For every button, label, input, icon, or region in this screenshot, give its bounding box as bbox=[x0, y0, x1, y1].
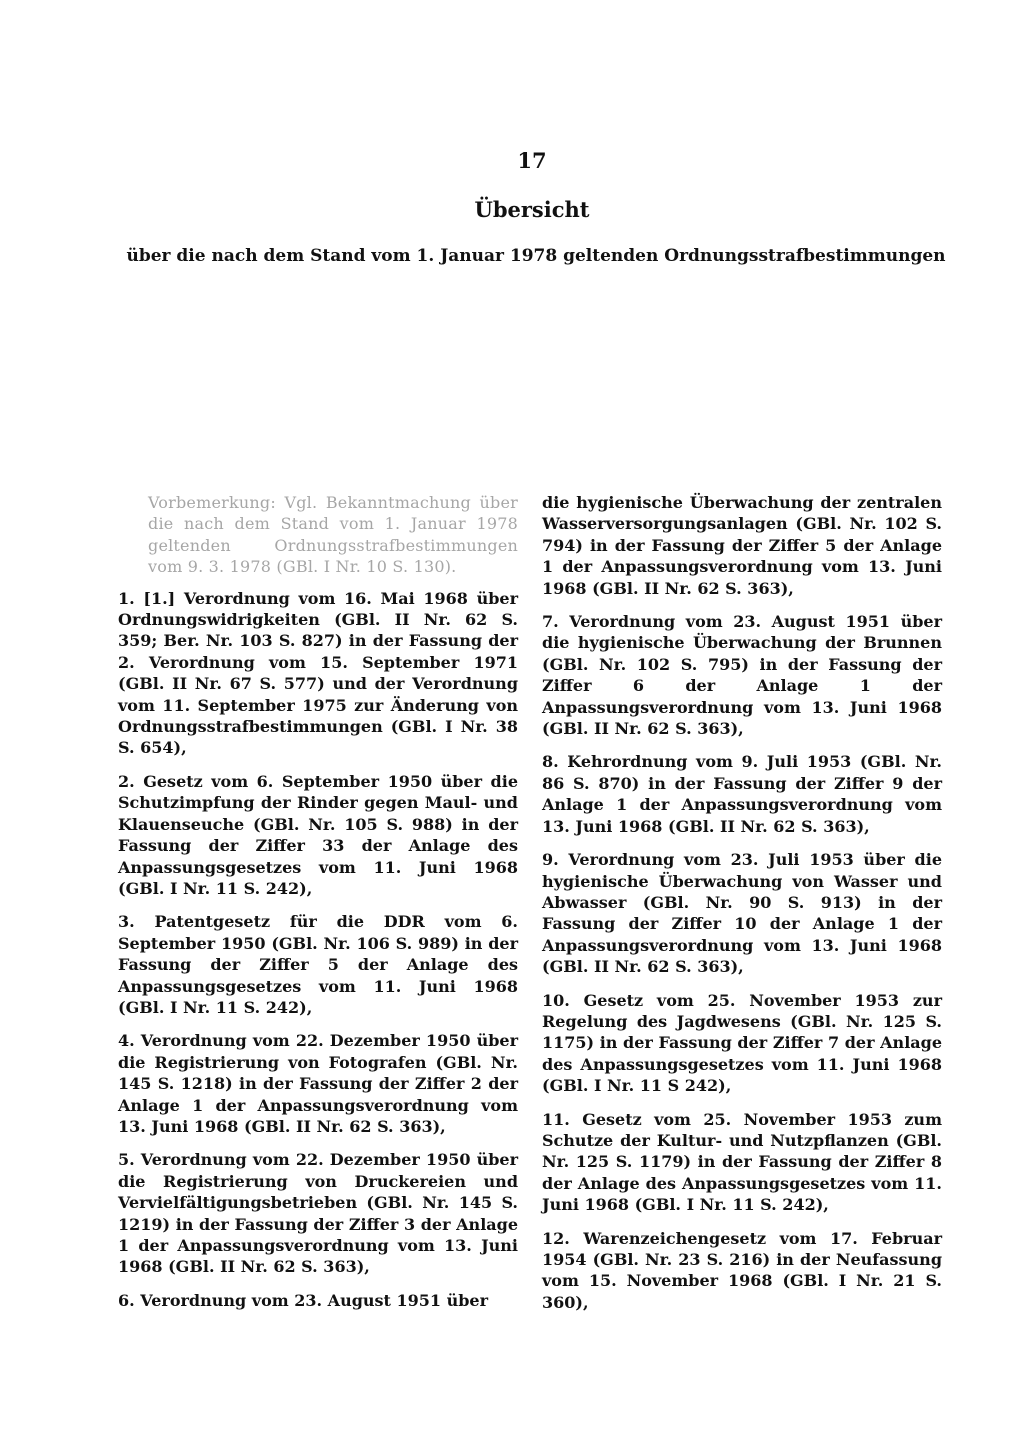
right-column bbox=[542, 492, 942, 1313]
page-subtitle: über die nach dem Stand vom 1. Januar 1978 geltenden Ordnungsstrafbestimmungen bbox=[126, 246, 946, 266]
list-item: 7. Verordnung vom 23. August 1951 über die hygienische Überwachung der Brunnen (GBl. Nr. 102 S. 795) in der Fassung der Ziffer 6 der Anlage 1 der Anpassungsverordnung vom 13. Juni 1968 (GBl. II Nr. 62 S. 363), bbox=[542, 612, 942, 739]
list-item: 2. Gesetz vom 6. September 1950 über die Schutzimpfung der Rinder gegen Maul- und Klauenseuche (GBl. Nr. 105 S. 988) in der Fassung der Ziffer 33 der Anlage des Anpassungsgesetzes vom 11. Juni 1968 (GBl. I Nr. 11 S. 242), bbox=[118, 771, 518, 898]
list-item: 12. Warenzeichengesetz vom 17. Februar 1954 (GBl. Nr. 23 S. 216) in der Neufassung vom 15. November 1968 (GBl. I Nr. 21 S. 360), bbox=[542, 1228, 942, 1312]
page-number: 17 bbox=[517, 148, 547, 173]
preliminary-note: Vorbemerkung: Vgl. Bekanntmachung über die nach dem Stand vom 1. Januar 1978 geltenden Ordnungsstrafbestimmungen vom 9. 3. 1978 (GBl. I Nr. 10 S. 130). bbox=[148, 493, 518, 577]
list-item: 10. Gesetz vom 25. November 1953 zur Regelung des Jagdwesens (GBl. Nr. 125 S. 1175) in der Fassung der Ziffer 7 der Anlage des Anpassungsgesetzes vom 11. Juni 1968 (GBl. I Nr. 11 S 242), bbox=[542, 990, 942, 1096]
list-item: 8. Kehrordnung vom 9. Juli 1953 (GBl. Nr. 86 S. 870) in der Fassung der Ziffer 9 der Anlage 1 der Anpassungsverordnung vom 13. Juni 1968 (GBl. II Nr. 62 S. 363), bbox=[542, 752, 942, 836]
list-item: 6. Verordnung vom 23. August 1951 über bbox=[118, 1290, 489, 1310]
list-item: 5. Verordnung vom 22. Dezember 1950 über die Registrierung von Druckereien und Vervielfältigungsbetrieben (GBl. Nr. 145 S. 1219) in der Fassung der Ziffer 3 der Anlage 1 der Anpassungsverordnung vom 13. Juni 1968 (GBl. II Nr. 62 S. 363), bbox=[118, 1150, 518, 1277]
list-item: 9. Verordnung vom 23. Juli 1953 über die hygienische Überwachung von Wasser und Abwasser (GBl. Nr. 90 S. 913) in der Fassung der Ziffer 10 der Anlage 1 der Anpassungsverordnung vom 13. Juni 1968 (GBl. II Nr. 62 S. 363), bbox=[542, 850, 942, 977]
list-item: 11. Gesetz vom 25. November 1953 zum Schutze der Kultur- und Nutzpflanzen (GBl. Nr. 125 S. 1179) in der Fassung der Ziffer 8 der Anlage des Anpassungsgesetzes vom 11. Juni 1968 (GBl. I Nr. 11 S. 242), bbox=[542, 1109, 942, 1215]
left-column bbox=[118, 492, 518, 1311]
page-title: Übersicht bbox=[474, 197, 590, 222]
list-item: 4. Verordnung vom 22. Dezember 1950 über die Registrierung von Fotografen (GBl. Nr. 145 S. 1218) in der Fassung der Ziffer 2 der Anlage 1 der Anpassungsverordnung vom 13. Juni 1968 (GBl. II Nr. 62 S. 363), bbox=[118, 1031, 518, 1136]
list-item: 1. [1.] Verordnung vom 16. Mai 1968 über Ordnungswidrigkeiten (GBl. II Nr. 62 S. 359; Ber. Nr. 103 S. 827) in der Fassung der 2. Verordnung vom 15. September 1971 (GBl. II Nr. 67 S. 577) und der Verordnung vom 11. September 1975 zur Änderung von Ordnungsstrafbestimmungen (GBl. I Nr. 38 S. 654), bbox=[118, 588, 518, 758]
list-item-continuation: die hygienische Überwachung der zentralen Wasserversorgungsanlagen (GBl. Nr. 102 S. 794) in der Fassung der Ziffer 5 der Anlage 1 der Anpassungsverordnung vom 13. Juni 1968 (GBl. II Nr. 62 S. 363), bbox=[542, 493, 942, 598]
list-item: 3. Patentgesetz für die DDR vom 6. September 1950 (GBl. Nr. 106 S. 989) in der Fassung der Ziffer 5 der Anlage des Anpassungsgesetzes vom 11. Juni 1968 (GBl. I Nr. 11 S. 242), bbox=[118, 912, 518, 1017]
